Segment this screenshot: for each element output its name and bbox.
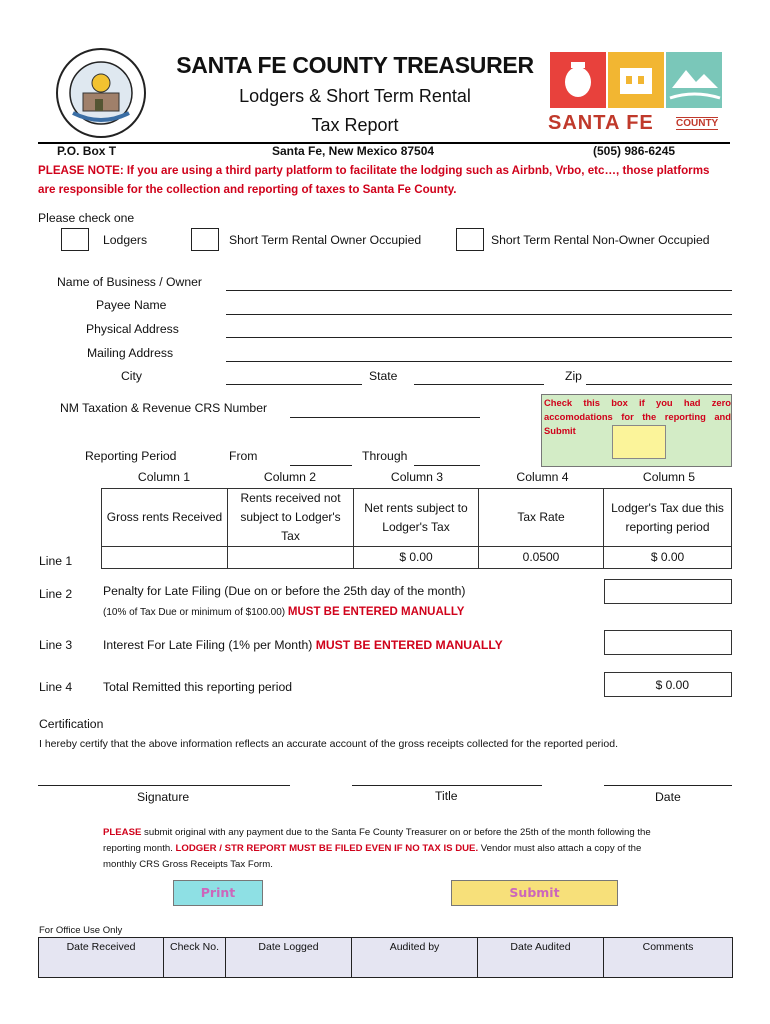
city-state-zip: Santa Fe, New Mexico 87504 — [272, 144, 435, 158]
line-2-label: Line 2 — [39, 587, 73, 601]
net-rents-value: $ 0.00 — [354, 547, 479, 569]
zero-accommodations-checkbox[interactable] — [612, 425, 666, 459]
business-owner-label: Name of Business / Owner — [57, 275, 202, 289]
office-date-received: Date Received — [39, 938, 164, 978]
state-field[interactable] — [414, 384, 544, 385]
po-box: P.O. Box T — [57, 144, 117, 158]
lodgers-checkbox[interactable] — [61, 228, 89, 251]
str-owner-occupied-checkbox[interactable] — [191, 228, 219, 251]
physical-address-label: Physical Address — [86, 322, 179, 336]
office-comments: Comments — [604, 938, 733, 978]
crs-number-label: NM Taxation & Revenue CRS Number — [60, 401, 268, 415]
line-1-label: Line 1 — [39, 554, 73, 568]
certification-heading: Certification — [39, 717, 104, 731]
date-field[interactable] — [604, 785, 732, 786]
tax-calculation-table — [101, 488, 732, 569]
county-seal — [55, 47, 147, 139]
title-label: Title — [435, 789, 458, 803]
column-2-header: Column 2 — [263, 470, 317, 484]
line-2-sub-text: (10% of Tax Due or minimum of $100.00) — [103, 607, 286, 618]
through-field[interactable] — [414, 465, 480, 466]
crs-number-field[interactable] — [290, 417, 480, 418]
office-date-audited: Date Audited — [478, 938, 604, 978]
title-field[interactable] — [352, 785, 542, 786]
page-subtitle-1: Lodgers & Short Term Rental — [239, 86, 471, 106]
column-1-description: Gross rents Received — [102, 489, 228, 547]
str-non-owner-occupied-checkbox[interactable] — [456, 228, 484, 251]
page-subtitle-2: Tax Report — [311, 115, 399, 135]
office-date-logged: Date Logged — [226, 938, 352, 978]
column-3-description: Net rents subject to Lodger's Tax — [354, 489, 479, 547]
line-3-manual-note: MUST BE ENTERED MANUALLY — [315, 638, 503, 652]
check-prompt: Please check one — [38, 211, 135, 225]
city-field[interactable] — [226, 384, 362, 385]
column-4-description: Tax Rate — [479, 489, 604, 547]
instructions-part-2: Vendor must also attach a copy of the monthly CRS Gross Receipts Tax Form. — [103, 843, 642, 870]
phone-number: (505) 986-6245 — [593, 144, 676, 158]
third-party-note: PLEASE NOTE: If you are using a third party platform to facilitate the lodging such as Airbnb, Vrbo, etc…, those platforms are responsible for the collection and reporting of taxes to Santa Fe County. — [38, 164, 710, 196]
zero-accommodations-panel — [541, 394, 732, 467]
logo-text-county: COUNTY — [676, 118, 719, 129]
exempt-rents-input[interactable] — [228, 547, 354, 569]
column-4-header: Column 4 — [516, 470, 569, 484]
line-4-text: Total Remitted this reporting period — [103, 680, 293, 694]
column-3-header: Column 3 — [390, 470, 444, 484]
santa-fe-county-logo — [548, 52, 726, 132]
signature-label: Signature — [137, 790, 190, 804]
column-1-header: Column 1 — [137, 470, 191, 484]
line-3-text: Interest For Late Filing (1% per Month) — [103, 638, 313, 652]
logo-text-main: SANTA FE — [548, 112, 654, 134]
column-5-header: Column 5 — [642, 470, 696, 484]
line-3-label: Line 3 — [39, 638, 73, 652]
zip-field[interactable] — [586, 384, 732, 385]
tax-due-value: $ 0.00 — [604, 547, 732, 569]
office-use-label: For Office Use Only — [39, 925, 123, 936]
office-audited-by: Audited by — [352, 938, 478, 978]
column-5-description: Lodger's Tax due this reporting period — [604, 489, 732, 547]
line-2-subnote — [103, 606, 464, 618]
signature-field[interactable] — [38, 785, 290, 786]
submit-button[interactable]: Submit — [451, 880, 618, 906]
payee-label: Payee Name — [96, 298, 167, 312]
city-label: City — [121, 369, 142, 383]
total-remitted-value: $ 0.00 — [604, 672, 732, 697]
instructions-part-1: submit original with any payment due to the Santa Fe County Treasurer on or before the 25th of the month following the reporting month. — [103, 827, 651, 854]
zero-accommodations-text: Check this box if you had zero accomodations for the reporting and Submit — [544, 397, 731, 436]
from-field[interactable] — [290, 465, 352, 466]
payee-field[interactable] — [226, 314, 732, 315]
state-label: State — [369, 369, 398, 383]
str-owner-occupied-label: Short Term Rental Owner Occupied — [229, 233, 422, 247]
submission-instructions — [103, 825, 673, 873]
line-2-manual-note: MUST BE ENTERED MANUALLY — [287, 606, 465, 618]
mailing-address-field[interactable] — [226, 361, 732, 362]
office-check-no: Check No. — [164, 938, 226, 978]
str-non-owner-occupied-label: Short Term Rental Non-Owner Occupied — [491, 233, 710, 247]
gross-rents-input[interactable] — [102, 547, 228, 569]
print-button[interactable]: Print — [173, 880, 263, 906]
instructions-must-file: LODGER / STR REPORT MUST BE FILED EVEN IF NO TAX IS DUE. — [175, 843, 479, 854]
penalty-input[interactable] — [604, 579, 732, 604]
page-title: SANTA FE COUNTY TREASURER — [176, 52, 534, 78]
physical-address-field[interactable] — [226, 337, 732, 338]
zip-label: Zip — [565, 369, 582, 383]
office-use-table — [38, 937, 733, 978]
from-label: From — [229, 449, 258, 463]
interest-input[interactable] — [604, 630, 732, 655]
line-2-text: Penalty for Late Filing (Due on or before the 25th day of the month) — [103, 584, 466, 598]
line-3-row — [103, 638, 503, 652]
tax-rate-value: 0.0500 — [479, 547, 604, 569]
mailing-address-label: Mailing Address — [87, 346, 174, 360]
date-label: Date — [655, 790, 681, 804]
lodgers-label: Lodgers — [103, 233, 148, 247]
instructions-please: PLEASE — [103, 827, 142, 838]
certification-text: I hereby certify that the above information reflects an accurate account of the gross receipts collected for the reported period. — [39, 738, 618, 750]
business-owner-field[interactable] — [226, 290, 732, 291]
line-4-label: Line 4 — [39, 680, 73, 694]
reporting-period-label: Reporting Period — [85, 449, 177, 463]
through-label: Through — [362, 449, 408, 463]
column-2-description: Rents received not subject to Lodger's Tax — [228, 489, 354, 547]
